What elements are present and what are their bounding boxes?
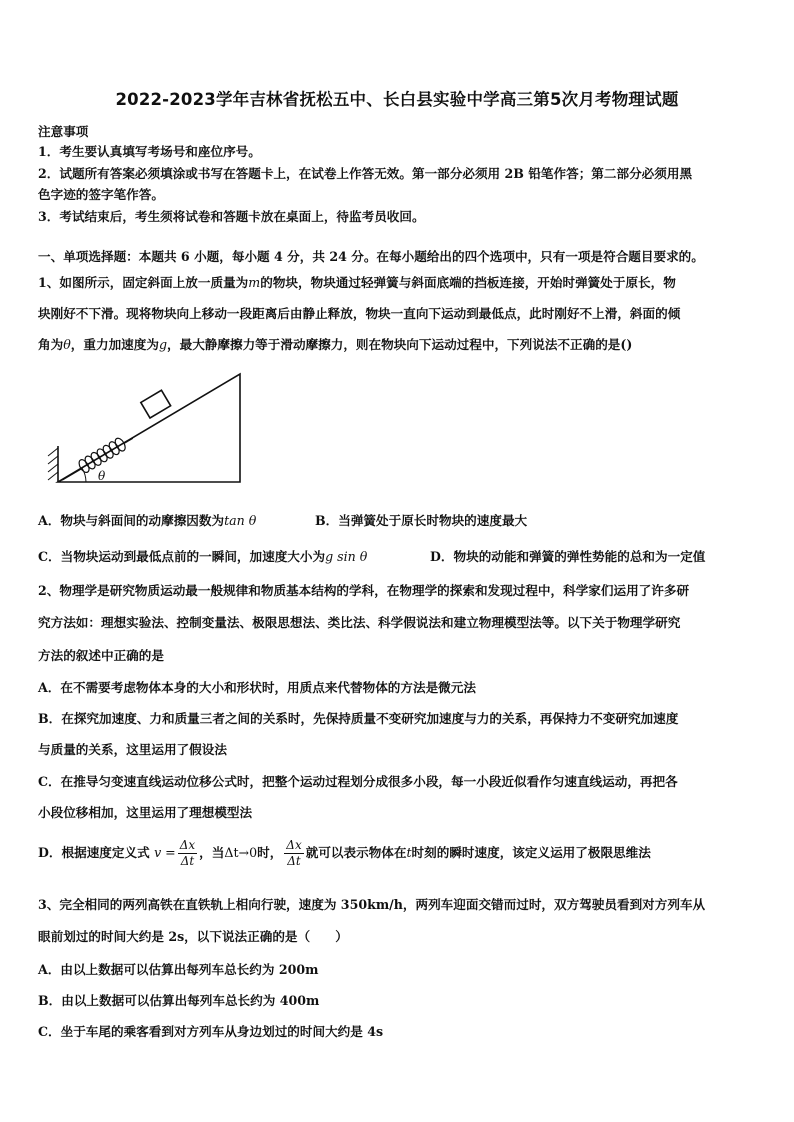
q2-stem-line-2: 究方法如：理想实验法、控制变量法、极限思想法、类比法、科学假说法和建立物理模型法等。以下关于物理学研究 xyxy=(38,615,681,630)
q2-stem-line-1: 2、物理学是研究物质运动最一般规律和物质基本结构的学科，在物理学的探索和发现过程中，科学家们运用了许多研 xyxy=(38,583,690,598)
q1-text: ，最大静摩擦力等于滑动摩擦力，则在物块向下运动过程中，下列说法不正确的是() xyxy=(167,337,633,352)
q3-option-b: B．由以上数据可以估算出每列车总长约为 400m xyxy=(38,993,320,1008)
notes-heading: 注意事项 xyxy=(38,124,89,139)
q1-g-symbol: g xyxy=(158,337,167,352)
q2-option-d xyxy=(38,838,651,869)
q1-option-a xyxy=(38,510,256,529)
q2-option-d-text: ，当 xyxy=(199,845,225,860)
q1-stem-line-2: 块刚好不下滑。现将物块向上移动一段距离后由静止释放，物块一直向下运动到最低点，此时刚好不上滑，斜面的倾 xyxy=(38,306,681,321)
q1-option-c-math: g sin θ xyxy=(325,549,368,564)
section-heading: 一、单项选择题：本题共 6 小题，每小题 4 分，共 24 分。在每小题给出的四个选项中，只有一项是符合题目要求的。 xyxy=(38,249,704,264)
q1-option-c-text: C．当物块运动到最低点前的一瞬间，加速度大小为 xyxy=(38,549,326,564)
theta-label: θ xyxy=(98,469,106,483)
q3-option-a: A．由以上数据可以估算出每列车总长约为 200m xyxy=(38,962,319,977)
notes-item-3: 3．考试结束后，考生须将试卷和答题卡放在桌面上，待监考员收回。 xyxy=(38,209,425,224)
q1-text: 1、如图所示，固定斜面上放一质量为 xyxy=(38,275,249,290)
q1-stem-line-1 xyxy=(38,272,676,291)
q2-option-c-line-2: 小段位移相加，这里运用了理想模型法 xyxy=(38,805,253,820)
fraction-numerator: Δx xyxy=(179,838,196,852)
incline-triangle xyxy=(58,374,240,482)
fraction-denominator: Δt xyxy=(180,854,195,868)
q2-option-d-text: 时刻的瞬时速度，该定义运用了极限思维法 xyxy=(411,845,651,860)
q2-stem-line-3: 方法的叙述中正确的是 xyxy=(38,648,164,663)
q1-mass-symbol: m xyxy=(248,275,261,290)
q2-option-c-line-1: C．在推导匀变速直线运动位移公式时，把整个运动过程划分成很多小段，每一小段近似看作匀速直线运动，再把各 xyxy=(38,774,678,789)
q2-option-b-line-1: B．在探究加速度、力和质量三者之间的关系时，先保持质量不变研究加速度与力的关系，再保持力不变研究加速度 xyxy=(38,711,679,726)
q2-limit-expr: Δt→0 xyxy=(224,845,258,860)
q1-option-c xyxy=(38,546,367,565)
incline-figure xyxy=(40,368,250,486)
angle-arc xyxy=(82,468,86,482)
notes-item-2-cont: 色字迹的签字笔作答。 xyxy=(38,187,164,202)
q1-stem-line-3 xyxy=(38,334,632,353)
block xyxy=(141,390,171,418)
q2-option-d-text: 就可以表示物体在 xyxy=(305,845,407,860)
q1-text: 的物块，物块通过轻弹簧与斜面底端的挡板连接，开始时弹簧处于原长，物 xyxy=(260,275,676,290)
q3-option-c: C．坐于车尾的乘客看到对方列车从身边划过的时间大约是 4s xyxy=(38,1024,384,1039)
q2-velocity-symbol: v = xyxy=(154,845,176,860)
q1-option-a-math: tan θ xyxy=(224,513,257,528)
notes-item-1: 1．考生要认真填写考场号和座位序号。 xyxy=(38,144,261,159)
q2-time-symbol: t xyxy=(406,845,412,860)
q1-option-a-text: A．物块与斜面间的动摩擦因数为 xyxy=(38,513,225,528)
q1-text: ，重力加速度为 xyxy=(70,337,159,352)
wall-hatching xyxy=(48,448,58,480)
q1-text: 角为 xyxy=(38,337,64,352)
q3-stem-line-2: 眼前划过的时间大约是 2s，以下说法正确的是（ ） xyxy=(38,929,348,944)
fraction-numerator: Δx xyxy=(286,838,302,852)
q2-option-d-text: 时， xyxy=(257,845,283,860)
q2-option-d-text: D．根据速度定义式 xyxy=(38,845,150,860)
fraction-denominator: Δt xyxy=(287,854,301,868)
notes-item-2: 2．试题所有答案必须填涂或书写在答题卡上，在试卷上作答无效。第一部分必须用 2B 铅笔作答；第二部分必须用黑 xyxy=(38,166,693,181)
q1-option-d: D．物块的动能和弹簧的弹性势能的总和为一定值 xyxy=(430,549,706,564)
q1-option-b: B．当弹簧处于原长时物块的速度最大 xyxy=(315,513,528,528)
q2-fraction-1 xyxy=(178,838,197,869)
page-title: 2022-2023学年吉林省抚松五中、长白县实验中学高三第5次月考物理试题 xyxy=(115,90,679,109)
q1-theta-symbol: θ xyxy=(63,337,71,352)
q2-option-a: A．在不需要考虑物体本身的大小和形状时，用质点来代替物体的方法是微元法 xyxy=(38,680,476,695)
q3-stem-line-1: 3、完全相同的两列高铁在直铁轨上相向行驶，速度为 350km/h，两列车迎面交错而过时，双方驾驶员看到对方列车从 xyxy=(38,897,706,912)
q2-fraction-2 xyxy=(284,838,303,869)
q2-option-b-line-2: 与质量的关系，这里运用了假设法 xyxy=(38,742,227,757)
